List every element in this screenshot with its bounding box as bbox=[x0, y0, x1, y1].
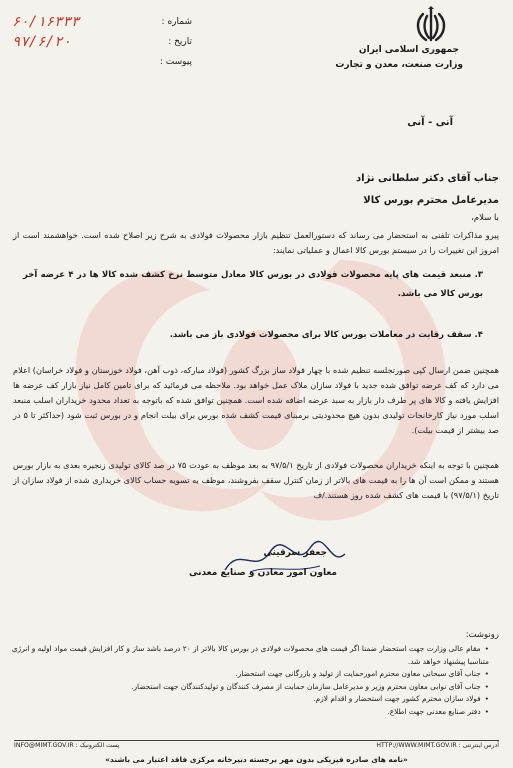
attachment-row bbox=[12, 52, 192, 72]
cc-heading: رونوشت: bbox=[465, 630, 499, 640]
urgency-marker: آنی - آنی bbox=[407, 117, 453, 128]
recipient-title: مدیرعامل محترم بورس کالا bbox=[363, 195, 499, 206]
letter-metadata bbox=[12, 12, 192, 72]
footer-divider bbox=[14, 740, 499, 741]
body-intro: پیرو مذاکرات تلفنی به استحضار می رساند که دستورالعمل تنظیم بازار محصولات فولادی به شرح زیر اصلاح شده است. خواهشمند است از امروز این تغییرات را در سیستم بورس کالا اعمال و عملیاتی نمایند: bbox=[13, 230, 499, 255]
date-label: تاریخ : bbox=[168, 37, 192, 47]
cc-item: • دفتر صنایع معدنی جهت اطلاع. bbox=[0, 706, 489, 719]
body-paragraph-2: همچنین با توجه به اینکه خریداران محصولات فولادی از تاریخ ۹۷/۵/۱ به بعد موظف به عودت ۷۵ در صد کالای تولیدی زنجیره بعدی به بازار بورس هستند و ممکن است آن ها را به قیمت های بالاتر از زمان کنترل سقف بفروشند، موظف به تسویه حساب کالای خریداری شده از فولاد سازان از تاریخ (۹۷/۵/۱) با قیمت های کشف شده روز هستند./ف bbox=[13, 460, 500, 500]
iran-emblem-icon bbox=[411, 6, 451, 46]
validity-notice: «نامه های صادره فیزیکی بدون مهر برجسته دبیرخانه مرکزی فاقد اعتبار می باشند» bbox=[105, 755, 408, 764]
number-label: شماره : bbox=[161, 17, 192, 27]
cc-item: • مقام عالی وزارت جهت استحضار ضمنا اگر قیمت های محصولات فولادی در بورس کالا بالاتر از ۲۰ درصد باشد ساز و کار افزایش قیمت مواد اولیه و انرژی متناسبا پیشنهاد خواهد شد. bbox=[0, 643, 489, 668]
cc-item: • جناب آقای سبحانی معاون محترم امورحمایت از تولید و بازرگانی جهت استحضار. bbox=[0, 668, 489, 681]
cc-item: • جناب آقای نوابی معاون محترم وزیر و مدیرعامل سازمان حمایت از مصرف کنندگان و تولیدکنندگان جهت استحضار. bbox=[0, 681, 489, 694]
cc-list bbox=[0, 643, 499, 719]
footer-website[interactable]: HTTP://WWW.MIMT.GOV.IR : آدرس اینترنتی bbox=[376, 742, 499, 749]
number-value: ۶۰/۱۶۳۳۳ bbox=[12, 14, 80, 30]
date-row bbox=[12, 32, 192, 52]
date-value: ۹۷/۶/۲۰ bbox=[12, 34, 72, 50]
ministry-name: وزارت صنعت، معدن و تجارت bbox=[335, 60, 463, 70]
number-row bbox=[12, 12, 192, 32]
signatory-title: معاون امور معادن و صنایع معدنی bbox=[189, 568, 337, 578]
cc-item: • فولاد سازان محترم کشور جهت استحضار و اقدام لازم. bbox=[0, 693, 489, 706]
signatory-name: جعفر سرقینی bbox=[263, 548, 327, 558]
greeting: با سلام، bbox=[471, 213, 499, 223]
body-item-3: ۳. منبعد قیمت های پایه محصولات فولادی در بورس کالا معادل متوسط نرخ کشف شده کالا ها در ۴ عرضه آخر بورس کالا می باشد. bbox=[23, 270, 483, 299]
body-item-4: ۴. سقف رقابت در معاملات بورس کالا برای محصولات فولادی باز می باشد. bbox=[169, 330, 483, 340]
attachment-label: پیوست : bbox=[159, 57, 192, 67]
body-paragraph-1: همچنین ضمن ارسال کپی صورتجلسه تنظیم شده با چهار فولاد ساز بزرگ کشور (فولاد مبارکه، ذوب آهن، فولاد خوزستان و فولاد خراسان) اعلام می دارد که کف عرضه توافق شده جدید با فولاد سازان ملاک عمل خواهد بود. ملاحظه می فرمائید که برای تامین کامل نیاز بازار کف عرضه ها افزایش یافته و کالا های پر طرف دار بازار به سبد عرضه اضافه شده است. همچنین توافق شده که باتوجه به تعداد محدود خریداران اسلب منبعد اسلب مورد نیاز کارخانجات تولیدی بدون هیچ محدودیتی برمبنای قیمت کشف شده بورس برای بیلت انجام و در بورس ثبت شود (حداکثر تا ۵ در صد بیشتر از قیمت بیلت). bbox=[13, 365, 500, 435]
government-name: جمهوری اسلامی ایران bbox=[358, 45, 459, 55]
recipient-name: جناب آقای دکتر سلطانی نژاد bbox=[356, 173, 499, 184]
footer bbox=[14, 742, 499, 749]
footer-email[interactable]: INFO@MIMT.GOV.IR : پست الکترونیک bbox=[14, 742, 120, 749]
